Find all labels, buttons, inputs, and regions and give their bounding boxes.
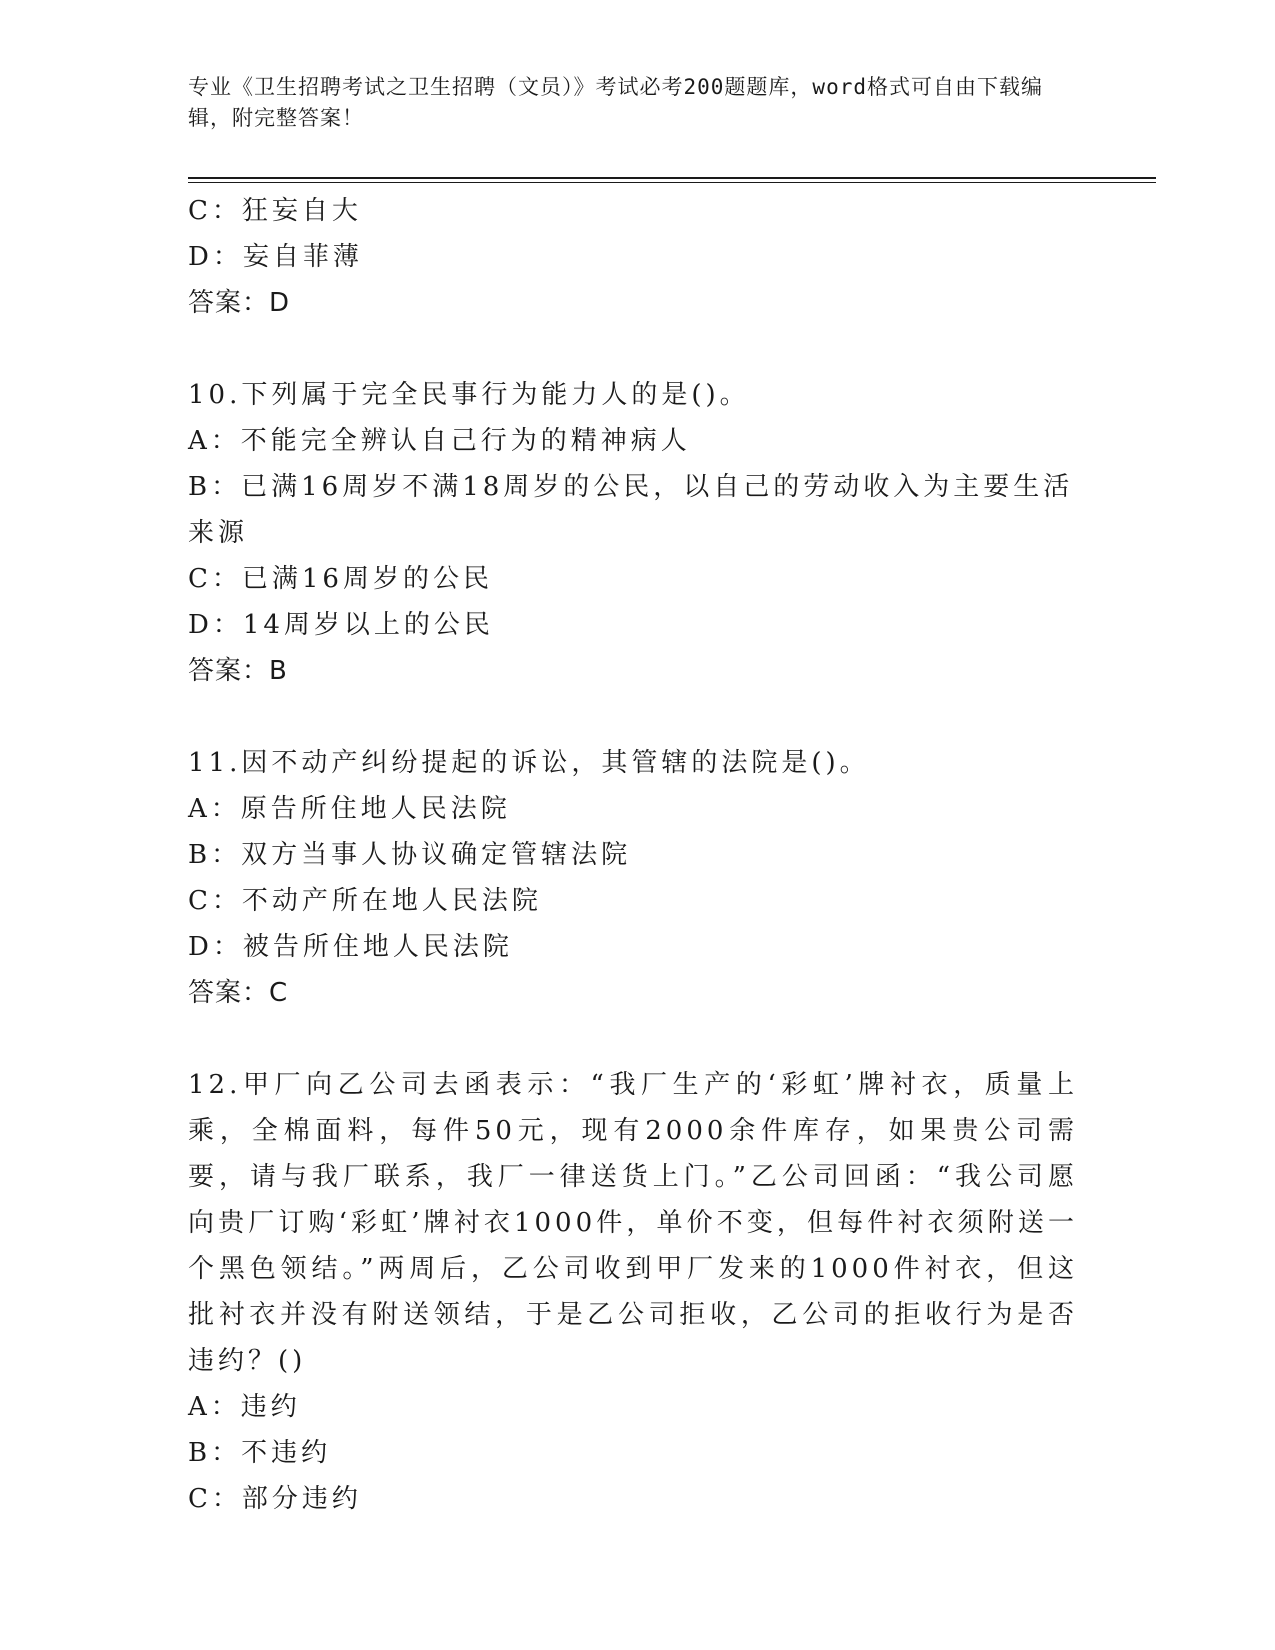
q11-option-d: D：被告所住地人民法院 <box>188 932 513 962</box>
q11-option-b: B：双方当事人协议确定管辖法院 <box>188 840 632 870</box>
document-header: 专业《卫生招聘考试之卫生招聘（文员）》考试必考200题题库，word格式可自由下载编辑，附完整答案！ <box>188 75 1043 130</box>
q11-option-c: C：不动产所在地人民法院 <box>188 886 542 916</box>
q9-answer: 答案：D <box>188 288 291 318</box>
header-divider-thin <box>188 182 1156 183</box>
q12-stem: 12.甲厂向乙公司去函表示：“我厂生产的‘彩虹’牌衬衣，质量上乘，全棉面料，每件50元，现有2000余件库存，如果贵公司需要，请与我厂联系，我厂一律送货上门。”乙公司回函：“我公司愿向贵厂订购‘彩虹’牌衬衣1000件，单价不变，但每件衬衣须附送一个黑色领结。”两周后，乙公司收到甲厂发来的1000件衬衣，但这批衬衣并没有附送领结，于是乙公司拒收，乙公司的拒收行为是否违约？() <box>188 1070 1078 1376</box>
q9-option-c: C：狂妄自大 <box>188 196 362 226</box>
q10-option-b: B：已满16周岁不满18周岁的公民，以自己的劳动收入为主要生活来源 <box>188 472 1074 548</box>
q11-option-a: A：原告所住地人民法院 <box>188 794 511 824</box>
q12-option-a: A：违约 <box>188 1392 301 1422</box>
q9-option-d: D：妄自菲薄 <box>188 242 363 272</box>
header-divider-thick <box>188 177 1156 179</box>
q10-option-d: D：14周岁以上的公民 <box>188 610 494 640</box>
question-spacer <box>188 326 1078 372</box>
q12-option-c: C：部分违约 <box>188 1484 362 1514</box>
q10-option-a: A：不能完全辨认自己行为的精神病人 <box>188 426 691 456</box>
q10-option-c: C：已满16周岁的公民 <box>188 564 493 594</box>
question-list <box>188 188 1078 1522</box>
q10-stem: 10.下列属于完全民事行为能力人的是()。 <box>188 380 750 410</box>
q11-answer: 答案：C <box>188 978 289 1008</box>
q10-answer: 答案：B <box>188 656 288 686</box>
question-spacer <box>188 694 1078 740</box>
question-spacer <box>188 1016 1078 1062</box>
q12-option-b: B：不违约 <box>188 1438 332 1468</box>
q11-stem: 11.因不动产纠纷提起的诉讼，其管辖的法院是()。 <box>188 748 870 778</box>
